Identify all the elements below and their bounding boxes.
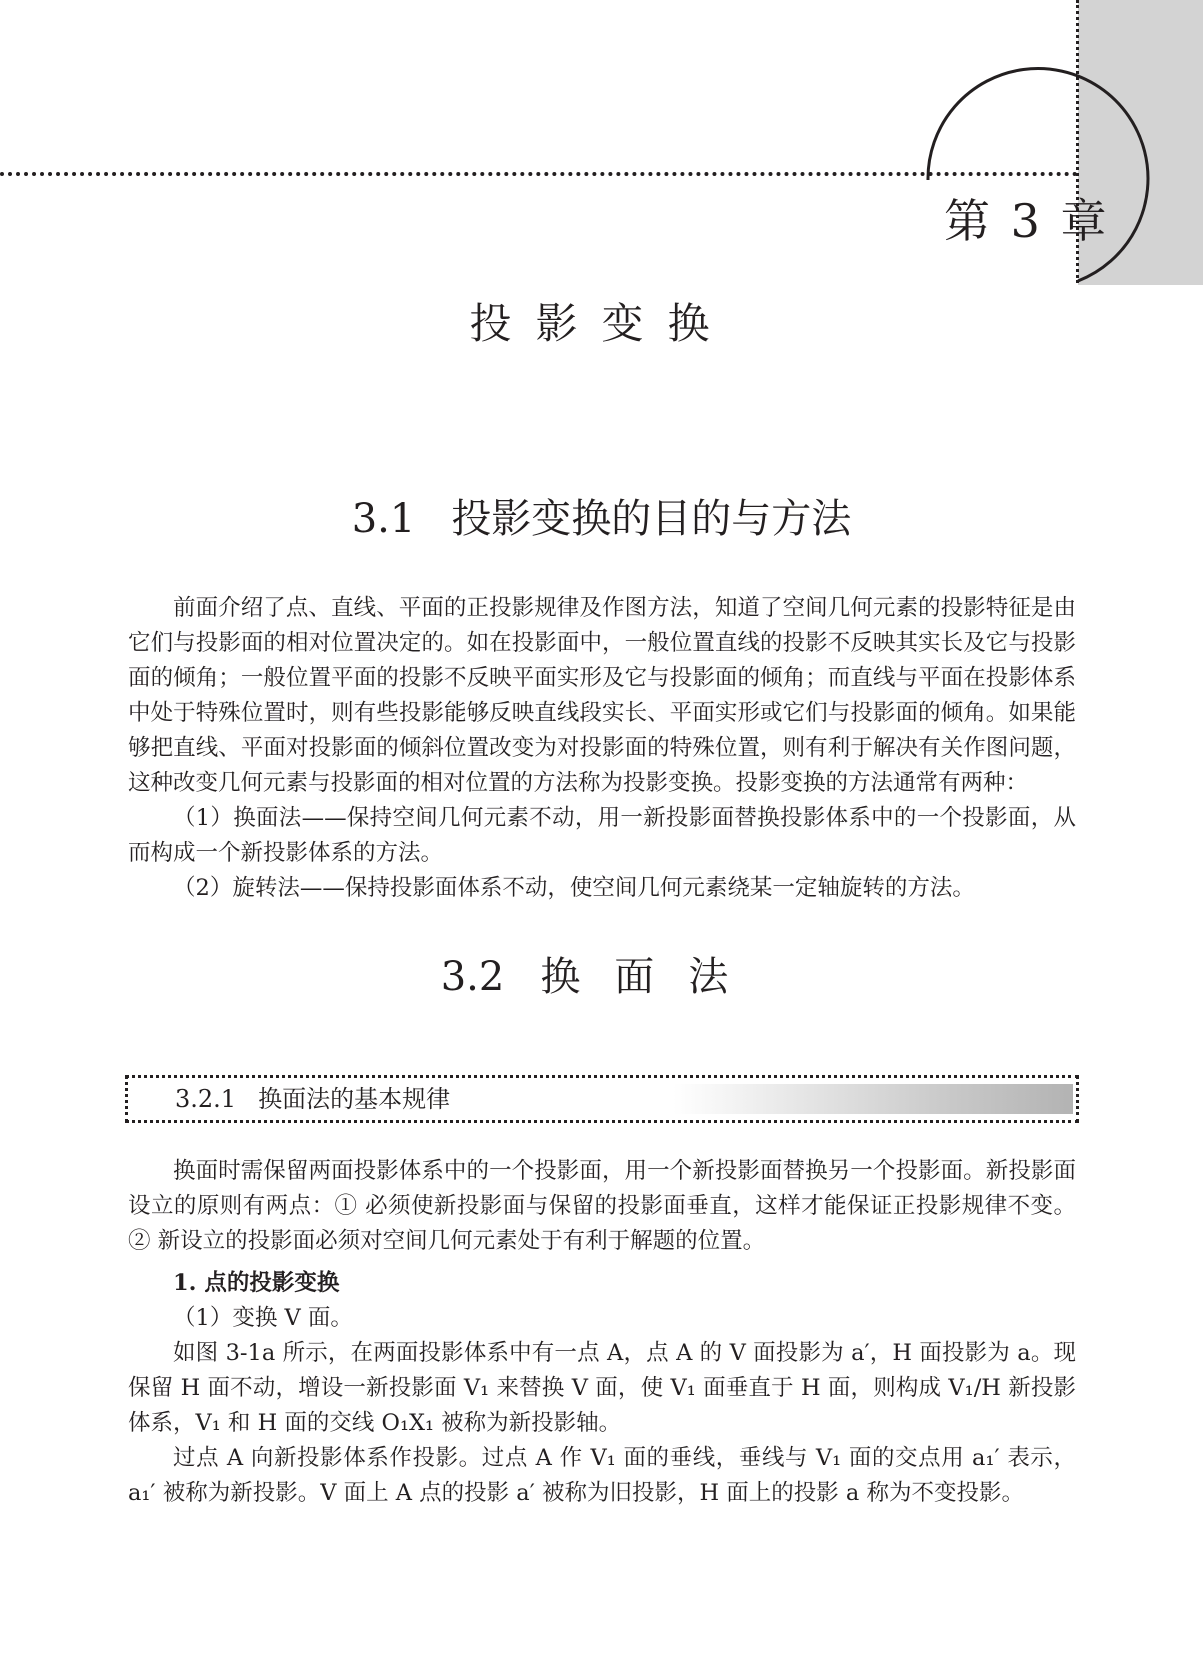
section-3-2-heading (0, 954, 1203, 1000)
chapter-title: 投影变换 (469, 299, 734, 348)
section-3-1-heading (0, 496, 1203, 542)
subsection-number: 3.2.1 (175, 1085, 237, 1113)
section-3-2-paragraph-2: 如图 3-1a 所示，在两面投影体系中有一点 A，点 A 的 V 面投影为 a′，H 面投影为 a。现保留 H 面不动，增设一新投影面 V₁ 来替换 V 面，使 V₁ 面垂直于 H 面，则构成 V₁/H 新投影体系，V₁ 和 H 面的交线 O₁X₁ 被称为新投影轴。 (128, 1340, 1076, 1436)
subsection-title: 换面法的基本规律 (258, 1085, 451, 1113)
section-3-2-paragraph-3: 过点 A 向新投影体系作投影。过点 A 作 V₁ 面的垂线，垂线与 V₁ 面的交点用 a₁′ 表示，a₁′ 被称为新投影。V 面上 A 点的投影 a′ 被称为旧投影，H 面上的投影 a 称为不变投影。 (128, 1445, 1076, 1506)
transform-item-1: （1）变换 V 面。 (173, 1305, 353, 1331)
chapter-arc-ornament (900, 55, 1160, 295)
subsection-gradient-bar (673, 1084, 1073, 1114)
section-number: 3.1 (351, 496, 416, 542)
point-projection-heading: 1. 点的投影变换 (173, 1270, 340, 1296)
chapter-label: 第 3 章 (944, 194, 1110, 248)
section-number: 3.2 (440, 954, 505, 1000)
section-3-1-paragraph: 前面介绍了点、直线、平面的正投影规律及作图方法，知道了空间几何元素的投影特征是由它们与投影面的相对位置决定的。如在投影面中，一般位置直线的投影不反映其实长及它与投影面的倾角；一般位置平面的投影不反映平面实形及它与投影面的倾角；而直线与平面在投影体系中处于特殊位置时，则有些投影能够反映直线段实长、平面实形或它们与投影面的倾角。如果能够把直线、平面对投影面的倾斜位置改变为对投影面的特殊位置，则有利于解决有关作图问题，这种改变几何元素与投影面的相对位置的方法称为投影变换。投影变换的方法通常有两种： (128, 595, 1076, 796)
method-item-2: （2）旋转法——保持投影面体系不动，使空间几何元素绕某一定轴旋转的方法。 (173, 875, 975, 901)
section-3-2-paragraph-1: 换面时需保留两面投影体系中的一个投影面，用一个新投影面替换另一个投影面。新投影面设立的原则有两点：① 必须使新投影面与保留的投影面垂直，这样才能保证正投影规律不变。② 新设立的投影面必须对空间几何元素处于有利于解题的位置。 (128, 1158, 1076, 1254)
section-title: 投影变换的目的与方法 (451, 496, 852, 542)
method-item-1: （1）换面法——保持空间几何元素不动，用一新投影面替换投影体系中的一个投影面，从而构成一个新投影体系的方法。 (128, 805, 1076, 866)
subsection-heading-box (125, 1075, 1079, 1123)
subsection-heading (175, 1084, 450, 1114)
section-title: 换面法 (540, 954, 763, 1000)
